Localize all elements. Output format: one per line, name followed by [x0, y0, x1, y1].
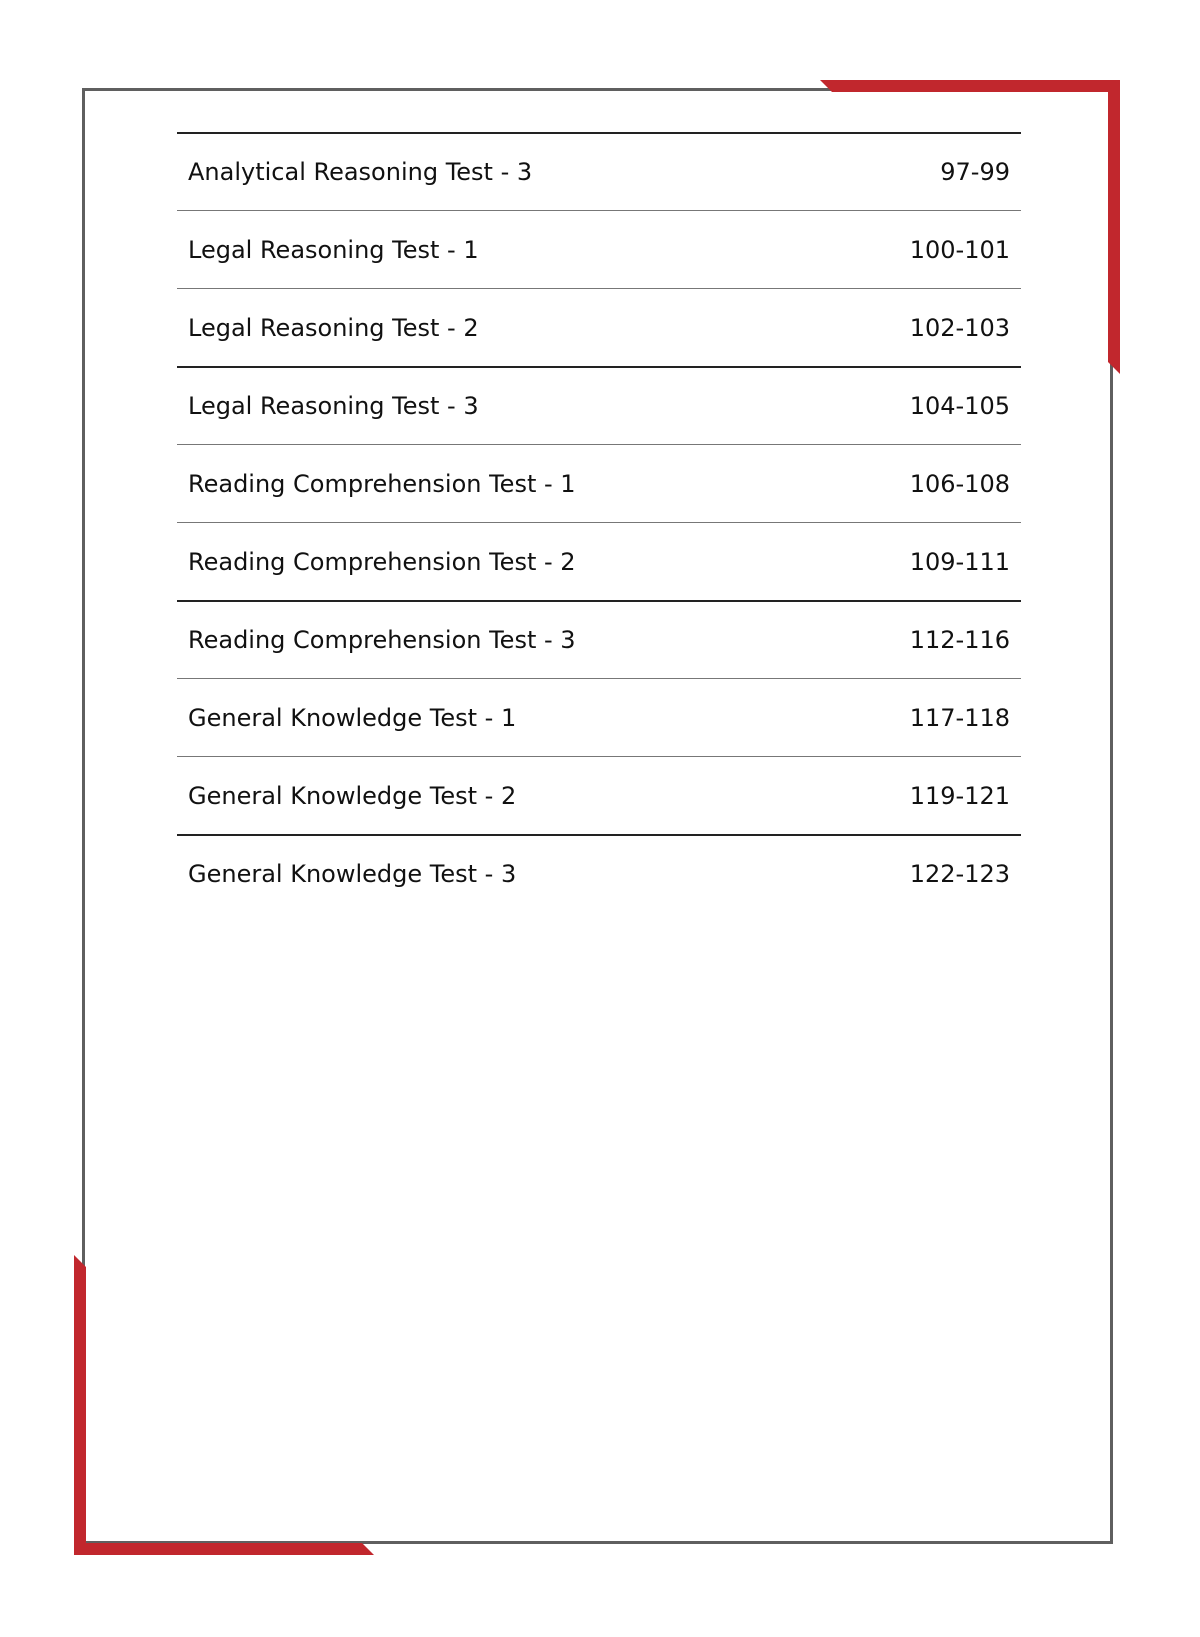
toc-entry-title: General Knowledge Test - 2 — [188, 781, 517, 810]
toc-row[interactable] — [177, 600, 1021, 678]
toc-entry-title: Reading Comprehension Test - 1 — [188, 469, 576, 498]
toc-row[interactable] — [177, 678, 1021, 756]
toc-row[interactable] — [177, 210, 1021, 288]
table-of-contents — [177, 132, 1021, 912]
toc-entry-pages: 119-121 — [909, 781, 1010, 810]
toc-row[interactable] — [177, 522, 1021, 600]
toc-entry-title: Legal Reasoning Test - 1 — [188, 235, 479, 264]
toc-entry-pages: 122-123 — [909, 860, 1010, 888]
toc-entry-title: Analytical Reasoning Test - 3 — [188, 158, 533, 186]
toc-entry-title: Legal Reasoning Test - 3 — [188, 392, 479, 420]
toc-entry-title: Reading Comprehension Test - 2 — [188, 547, 576, 576]
bottom-left-corner-accent — [74, 1255, 374, 1555]
toc-entry-pages: 102-103 — [909, 313, 1010, 342]
toc-entry-title: General Knowledge Test - 1 — [188, 703, 517, 732]
toc-row[interactable] — [177, 444, 1021, 522]
toc-row[interactable] — [177, 132, 1021, 210]
toc-row[interactable] — [177, 756, 1021, 834]
toc-entry-pages: 104-105 — [909, 392, 1010, 420]
toc-row[interactable] — [177, 366, 1021, 444]
toc-entry-pages: 100-101 — [909, 235, 1010, 264]
toc-row[interactable] — [177, 834, 1021, 912]
toc-entry-pages: 112-116 — [909, 626, 1010, 654]
toc-entry-title: General Knowledge Test - 3 — [188, 860, 517, 888]
toc-entry-pages: 106-108 — [909, 469, 1010, 498]
toc-row[interactable] — [177, 288, 1021, 366]
toc-entry-pages: 117-118 — [909, 703, 1010, 732]
toc-entry-title: Legal Reasoning Test - 2 — [188, 313, 479, 342]
toc-entry-pages: 97-99 — [940, 158, 1010, 186]
toc-entry-pages: 109-111 — [909, 547, 1010, 576]
toc-entry-title: Reading Comprehension Test - 3 — [188, 626, 576, 654]
